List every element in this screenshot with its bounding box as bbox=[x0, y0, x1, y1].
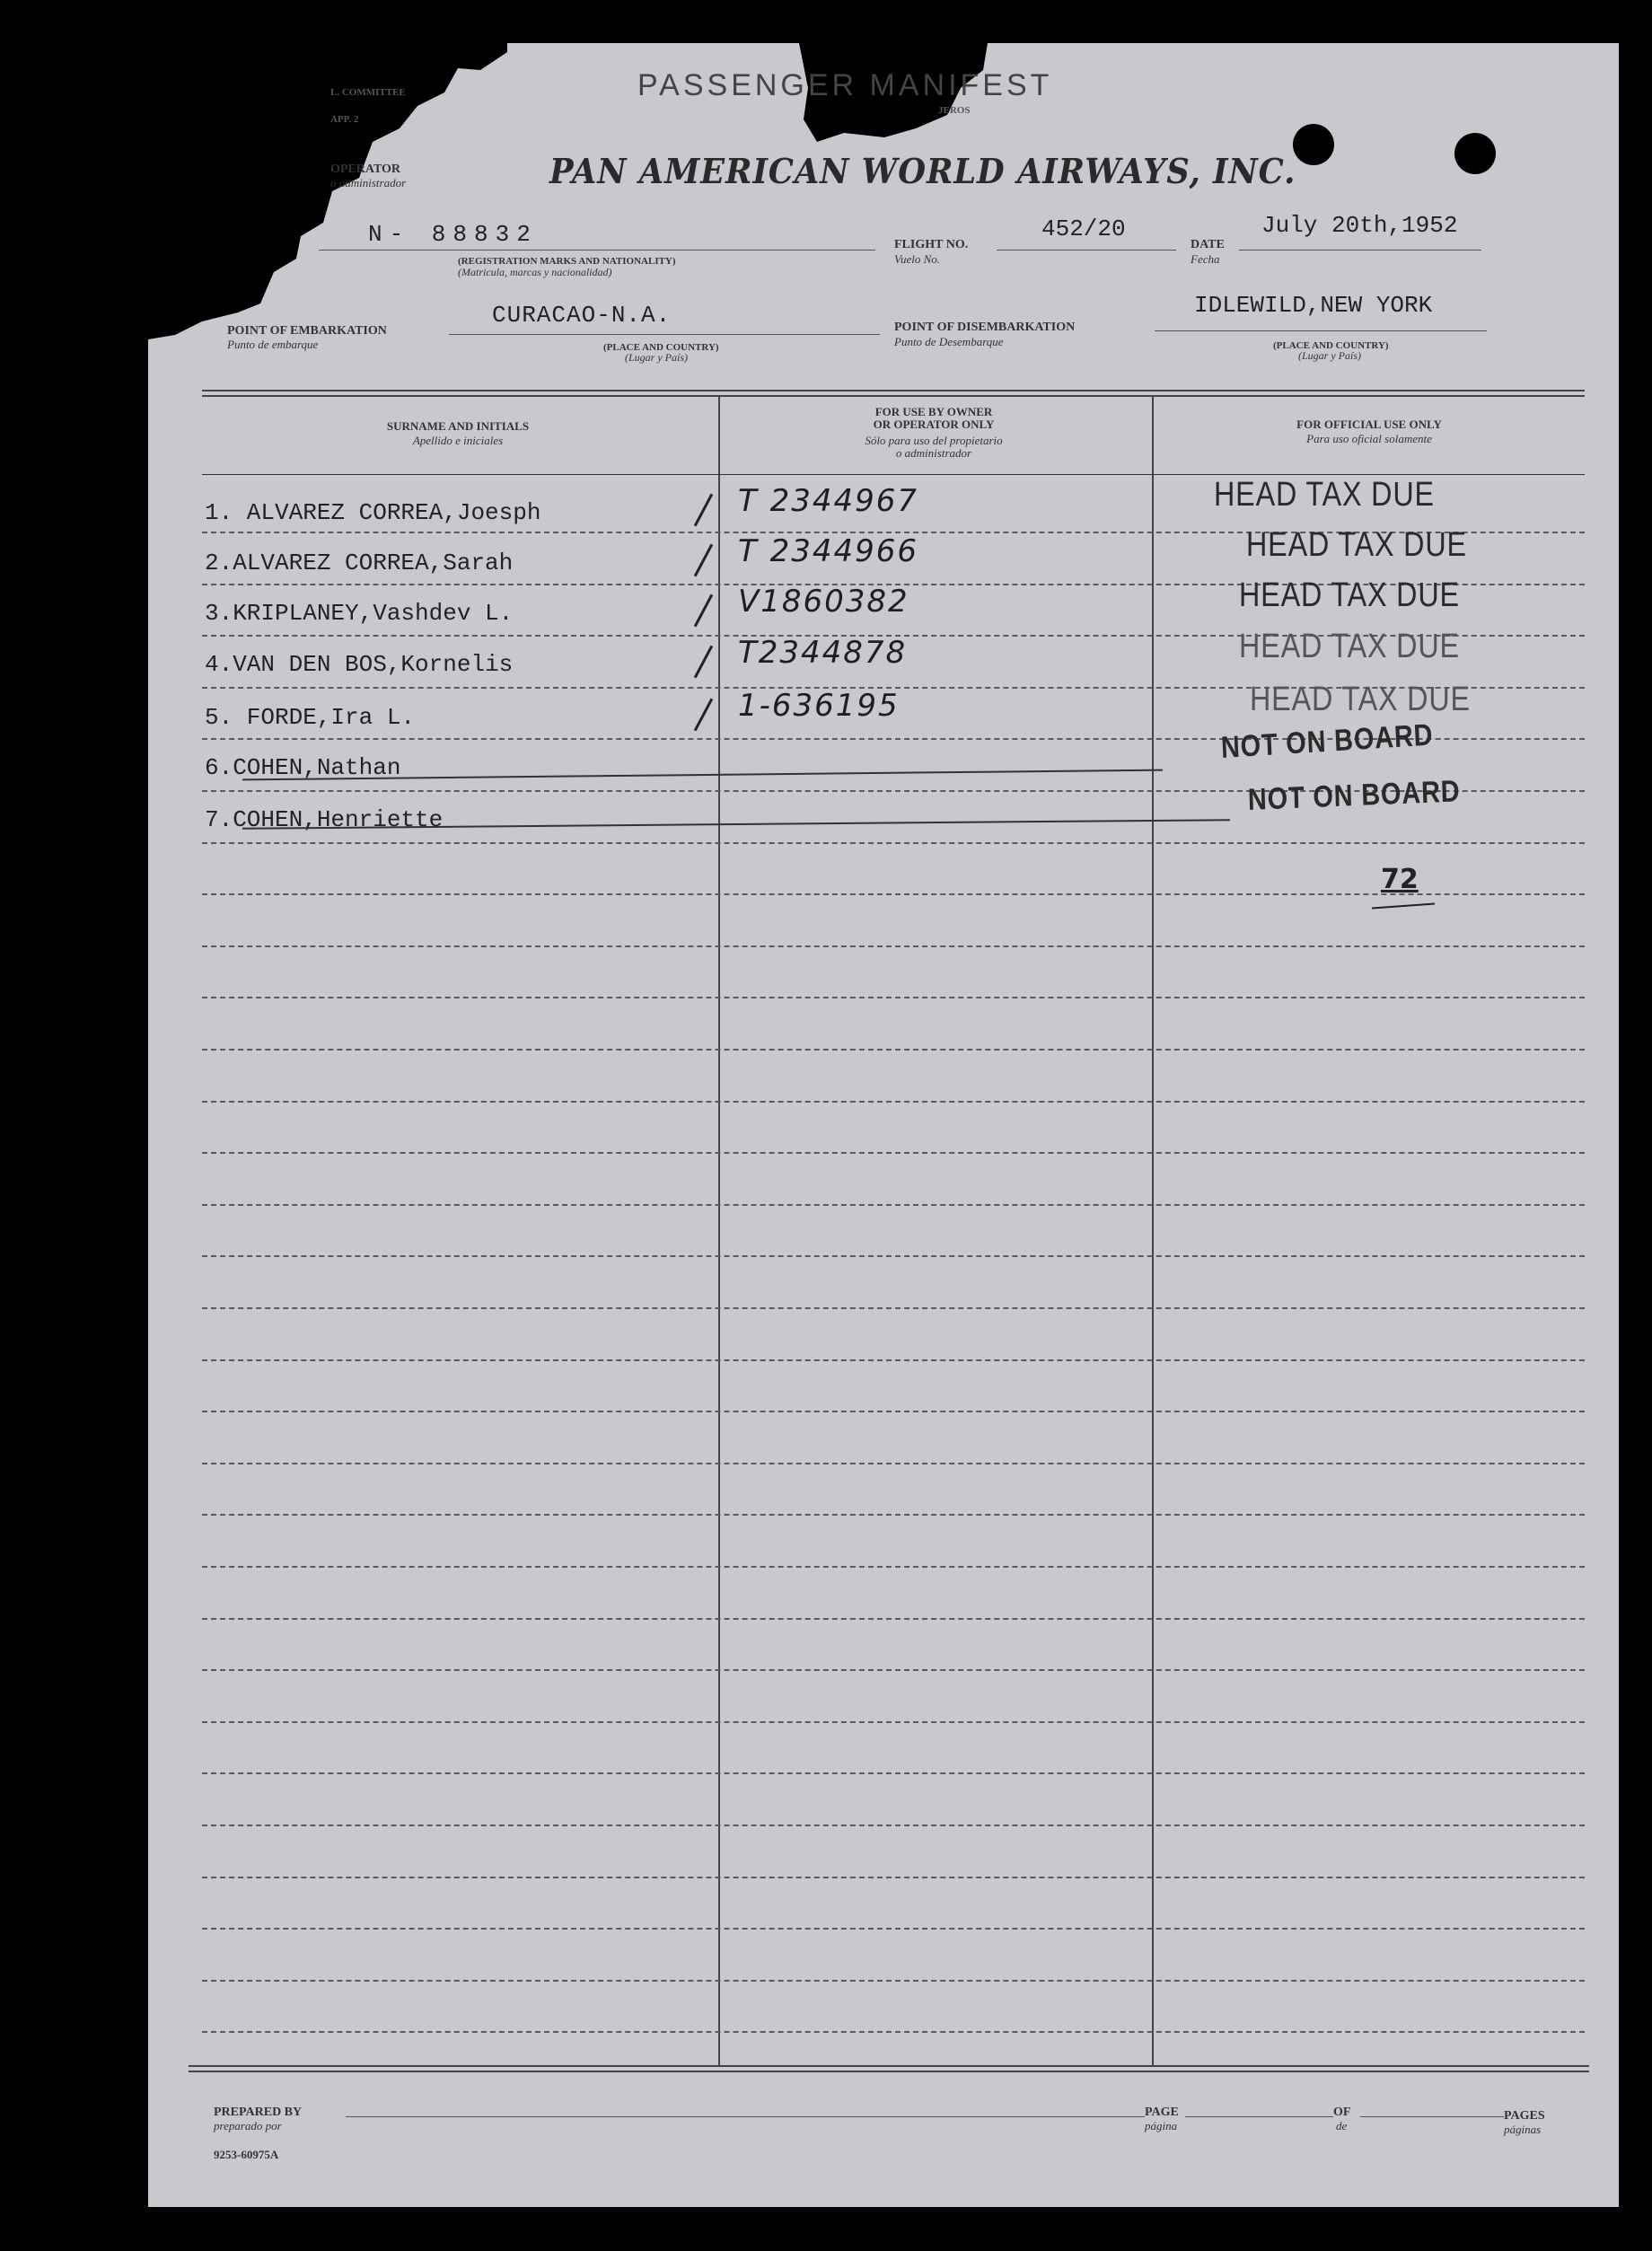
ruled-line bbox=[202, 1669, 1585, 1671]
prepared-by-line bbox=[346, 2116, 1145, 2117]
ruled-line bbox=[202, 1359, 1585, 1361]
page-line bbox=[1185, 2116, 1333, 2117]
pages-label-es: páginas bbox=[1504, 2123, 1542, 2136]
head-tax-stamp: HEAD TAX DUE bbox=[1246, 526, 1467, 564]
of-label: OF bbox=[1333, 2106, 1351, 2119]
column-divider-2 bbox=[1152, 395, 1154, 2065]
passenger-name: 2.ALVAREZ CORREA,Sarah bbox=[205, 550, 514, 576]
page-number: 72 bbox=[1381, 864, 1419, 895]
embarkation-label: POINT OF EMBARKATION bbox=[227, 324, 387, 338]
col-official-header-es: Para uso oficial solamente bbox=[1306, 432, 1432, 445]
col-owner-header-es-2: o administrador bbox=[895, 446, 972, 460]
ruled-line bbox=[202, 997, 1585, 998]
disembarkation-underline bbox=[1155, 330, 1487, 331]
flight-label-es: Vuelo No. bbox=[894, 252, 941, 266]
passenger-name: 7.COHEN,Henriette bbox=[205, 806, 444, 833]
operator-label-es: o administrador bbox=[330, 176, 407, 189]
date-label: DATE bbox=[1191, 238, 1225, 251]
passenger-name: 1. ALVAREZ CORREA,Joesph bbox=[205, 499, 541, 526]
ruled-line bbox=[202, 1307, 1585, 1309]
col-surname-header: SURNAME AND INITIALS bbox=[386, 419, 530, 433]
ruled-line bbox=[202, 842, 1585, 844]
form-number: 9253-60975A bbox=[214, 2148, 279, 2161]
date-value: July 20th,1952 bbox=[1261, 212, 1458, 239]
ruled-line bbox=[202, 2031, 1585, 2033]
ruled-line bbox=[202, 1618, 1585, 1620]
ruled-line bbox=[202, 1152, 1585, 1154]
ruled-line bbox=[202, 1825, 1585, 1826]
ruled-line bbox=[202, 1980, 1585, 1982]
disembarkation-label-es: Punto de Desembarque bbox=[894, 335, 1004, 348]
not-on-board-stamp: NOT ON BOARD bbox=[1247, 774, 1461, 817]
embarkation-label-es: Punto de embarque bbox=[227, 338, 319, 351]
passenger-name: 4.VAN DEN BOS,Kornelis bbox=[205, 651, 514, 678]
col-owner-header-2: OR OPERATOR ONLY bbox=[873, 418, 995, 431]
ruled-line bbox=[202, 1566, 1585, 1568]
column-divider-1 bbox=[718, 395, 720, 2065]
head-tax-stamp: HEAD TAX DUE bbox=[1214, 476, 1435, 514]
company-name: PAN AMERICAN WORLD AIRWAYS, INC. bbox=[549, 151, 1296, 191]
head-tax-stamp: HEAD TAX DUE bbox=[1239, 628, 1460, 665]
torn-corner bbox=[148, 43, 507, 339]
title-es: JEROS bbox=[938, 105, 971, 116]
place-caption-1: (PLACE AND COUNTRY) bbox=[603, 342, 719, 353]
prepared-by-label: PREPARED BY bbox=[214, 2106, 303, 2119]
prepared-by-label-es: preparado por bbox=[214, 2119, 282, 2132]
registration-caption: (REGISTRATION MARKS AND NATIONALITY) bbox=[458, 256, 676, 267]
of-label-es: de bbox=[1336, 2119, 1348, 2132]
ticket-number: 1-636195 bbox=[738, 688, 900, 724]
col-official-header: FOR OFFICIAL USE ONLY bbox=[1296, 418, 1442, 431]
embarkation-underline bbox=[449, 334, 880, 335]
passenger-name: 5. FORDE,Ira L. bbox=[205, 704, 416, 731]
punch-hole bbox=[1454, 133, 1496, 174]
embarkation-value: CURACAO-N.A. bbox=[492, 302, 672, 329]
ruled-line bbox=[202, 1514, 1585, 1516]
committee-text: L. COMMITTEE bbox=[330, 87, 406, 98]
manifest-title: PASSENGER MANIFEST bbox=[637, 68, 1053, 102]
registration-underline bbox=[319, 250, 875, 251]
ruled-line bbox=[202, 1255, 1585, 1257]
app-text: APP. 2 bbox=[330, 114, 359, 125]
not-on-board-stamp: NOT ON BOARD bbox=[1220, 717, 1435, 765]
ruled-line bbox=[202, 1721, 1585, 1723]
place-caption-1-es: (Lugar y País) bbox=[625, 351, 688, 364]
col-surname-header-es: Apellido e iniciales bbox=[412, 434, 504, 447]
operator-label: OPERATOR bbox=[330, 163, 401, 176]
ruled-line bbox=[202, 1049, 1585, 1051]
flight-label: FLIGHT NO. bbox=[894, 238, 969, 251]
footer-rule bbox=[189, 2065, 1589, 2067]
col-owner-header-1: FOR USE BY OWNER bbox=[874, 405, 993, 418]
header-rule bbox=[202, 474, 1585, 475]
ruled-line bbox=[202, 1877, 1585, 1878]
passenger-name: 3.KRIPLANEY,Vashdev L. bbox=[205, 600, 514, 627]
page-label: PAGE bbox=[1145, 2106, 1179, 2119]
pages-label: PAGES bbox=[1504, 2109, 1545, 2123]
ruled-line bbox=[202, 945, 1585, 947]
ruled-line bbox=[202, 893, 1585, 895]
ticket-number: V1860382 bbox=[738, 584, 909, 620]
passenger-name: 6.COHEN,Nathan bbox=[205, 754, 401, 781]
table-top-rule-2 bbox=[202, 395, 1585, 397]
ticket-number: T 2344967 bbox=[738, 483, 918, 519]
registration-caption-es: (Matricula, marcas y nacionalidad) bbox=[458, 266, 612, 278]
page-label-es: página bbox=[1145, 2119, 1178, 2132]
disembarkation-value: IDLEWILD,NEW YORK bbox=[1194, 292, 1433, 319]
ruled-line bbox=[202, 1772, 1585, 1774]
ruled-line bbox=[202, 1463, 1585, 1464]
ruled-line bbox=[202, 1101, 1585, 1103]
head-tax-stamp: HEAD TAX DUE bbox=[1250, 681, 1471, 718]
ruled-line bbox=[202, 1928, 1585, 1930]
col-owner-header-es-1: Sólo para uso del propietario bbox=[865, 434, 1003, 447]
flight-underline bbox=[997, 250, 1176, 251]
flight-number: 452/20 bbox=[1041, 215, 1126, 242]
ticket-number: T2344878 bbox=[738, 635, 908, 671]
table-top-rule bbox=[202, 390, 1585, 391]
head-tax-stamp: HEAD TAX DUE bbox=[1239, 576, 1460, 614]
registration-value: N- 88832 bbox=[368, 221, 538, 248]
ruled-line bbox=[202, 1204, 1585, 1206]
manifest-sheet bbox=[148, 43, 1619, 2207]
place-caption-2: (PLACE AND COUNTRY) bbox=[1273, 340, 1389, 351]
of-line bbox=[1360, 2116, 1504, 2117]
ruled-line bbox=[202, 1411, 1585, 1412]
date-underline bbox=[1239, 250, 1481, 251]
disembarkation-label: POINT OF DISEMBARKATION bbox=[894, 321, 1076, 334]
punch-hole bbox=[1293, 124, 1334, 165]
ticket-number: T 2344966 bbox=[738, 533, 918, 569]
footer-rule-2 bbox=[189, 2071, 1589, 2072]
place-caption-2-es: (Lugar y País) bbox=[1298, 349, 1361, 362]
date-label-es: Fecha bbox=[1191, 252, 1220, 266]
